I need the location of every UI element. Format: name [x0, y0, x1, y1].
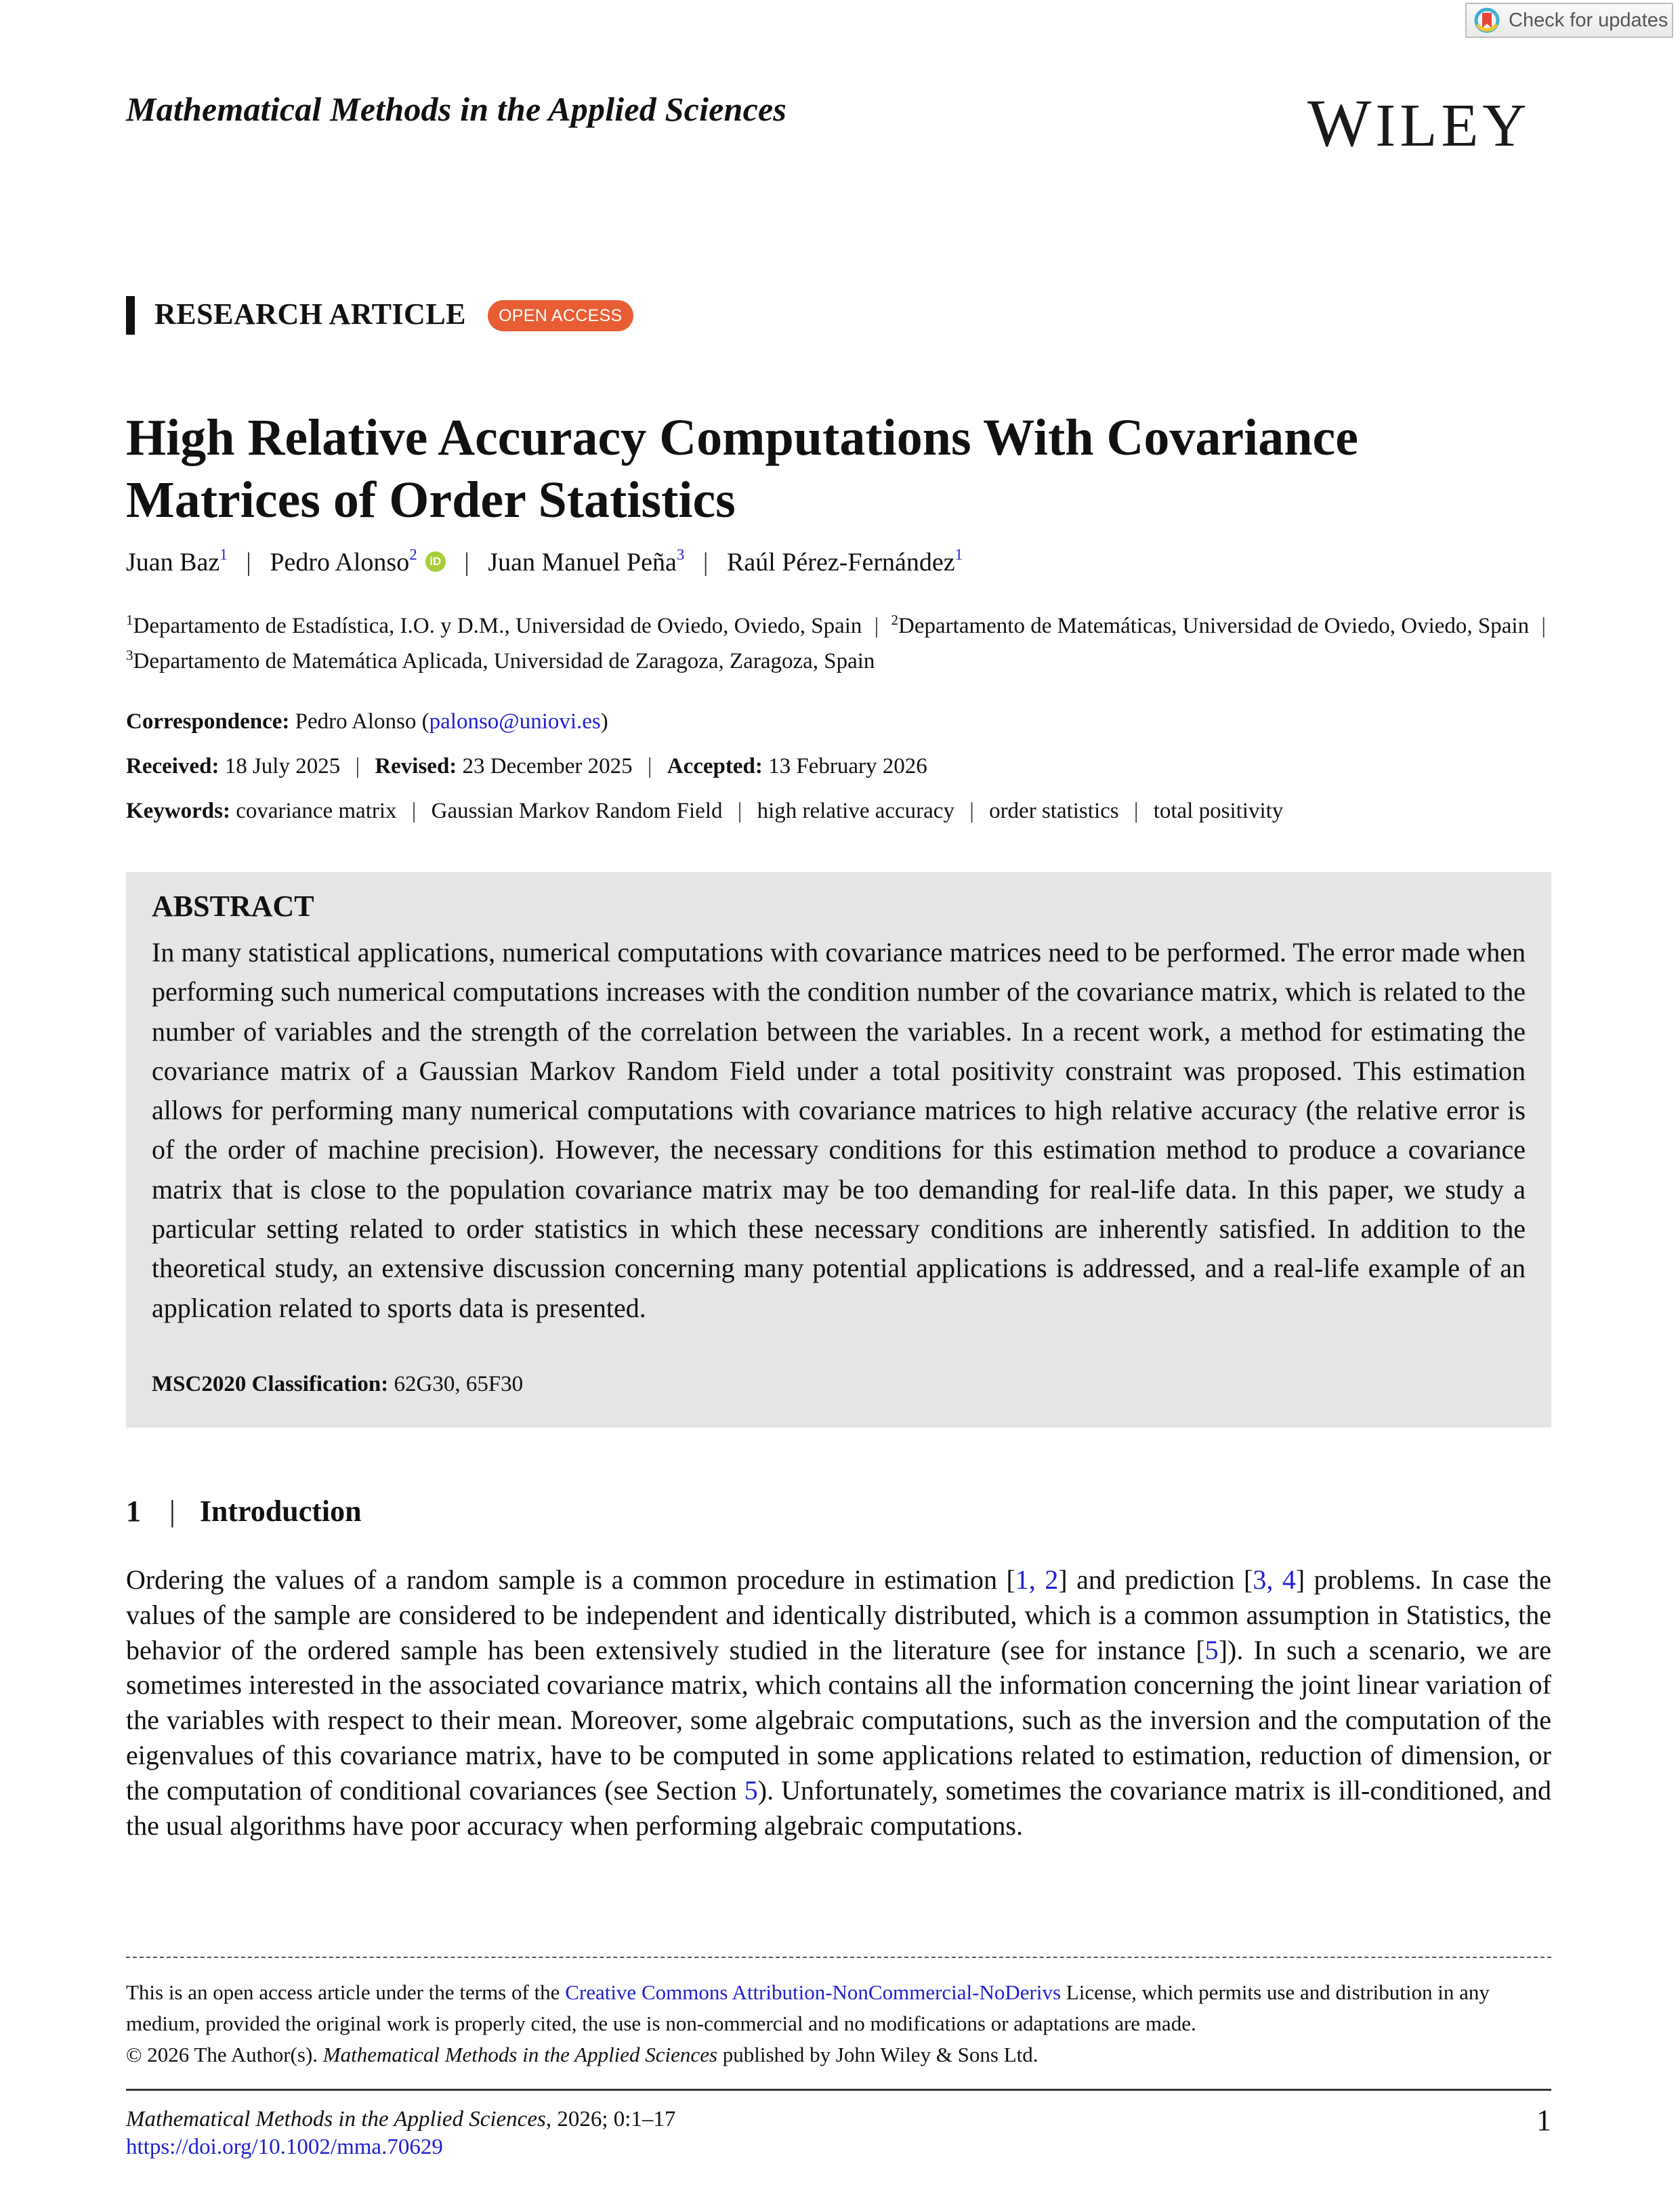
section-title: Introduction	[199, 1495, 362, 1528]
keyword: order statistics	[989, 799, 1119, 823]
revised-label: Revised:	[375, 754, 457, 778]
abstract-text: In many statistical applications, numerical computations with covariance matrices need to be performed. The error made when performing such numerical computations increases with the condition number of the covariance matrix, which is related to the number of variables and the strength of the correlation between the variables. In a recent work, a method for estimating the covariance matrix of a Gaussian Markov Random Field under a total positivity constraint was proposed. This estimation allows for performing many numerical computations with covariance matrices to high relative accuracy (the relative error is of the order of machine precision). However, the necessary conditions for this estimation method to produce a covariance matrix that is close to the population covariance matrix may be too demanding for real-life data. In this paper, we study a particular setting related to order statistics in which these necessary conditions are inherently satisfied. In addition to the theoretical study, an extensive discussion concerning many potential applications is addressed, and a real-life example of an application related to sports data is presented.	[152, 937, 1526, 1323]
affiliation-text: Departamento de Matemáticas, Universidad de Oviedo, Oviedo, Spain	[898, 614, 1530, 638]
keywords	[126, 799, 1283, 824]
text: ). In such a scenario, we are sometimes interested in the associated covariance matrix, which contains all the information concerning the joint linear variation of the variables with respect to their mean. Moreover, some algebraic computations, such as the inversion and the computation of the eigenvalues of this covariance matrix, have to be computed in some applications related to estimation, reduction of dimension, or the computation of conditional covariances (see Section	[126, 1634, 1552, 1806]
footer-volume: , 2026; 0:1–17	[545, 2107, 676, 2131]
license-notice	[126, 1977, 1551, 2070]
separator: |	[464, 548, 469, 577]
affiliation-text: Departamento de Estadística, I.O. y D.M., Universidad de Oviedo, Oviedo, Spain	[133, 614, 862, 638]
abstract-heading: ABSTRACT	[152, 890, 314, 923]
msc-classification	[152, 1372, 523, 1397]
author-name[interactable]: Juan Baz	[126, 548, 220, 577]
keyword: high relative accuracy	[757, 799, 954, 823]
article-title: High Relative Accuracy Computations With Covariance Matrices of Order Statistics	[126, 409, 1358, 528]
text: problems. In case the values of the sample are considered to be independent and identically distributed, which is a common assumption in Statistics, the behavior of the ordered sample has been extensively studied in the literature (see for instance	[126, 1564, 1552, 1665]
affil-ref[interactable]: 3	[676, 546, 685, 563]
article-dates	[126, 754, 927, 779]
keywords-label: Keywords:	[126, 799, 230, 823]
received-label: Received:	[126, 754, 219, 778]
affil-ref[interactable]: 1	[954, 546, 963, 563]
check-updates-label: Check for updates	[1509, 9, 1668, 31]
separator: |	[1541, 614, 1546, 638]
section-link[interactable]: 5	[744, 1774, 758, 1806]
citation-link[interactable]: 5	[1204, 1634, 1219, 1665]
affil-num: 2	[891, 612, 899, 628]
text: ). Unfortunately, sometimes the covariance matrix is ill-conditioned, and the usual algorithms have poor accuracy when performing algebraic computations.	[126, 1774, 1551, 1841]
copyright: published by John Wiley & Sons Ltd.	[717, 2043, 1038, 2066]
section-heading	[126, 1494, 362, 1528]
copyright-journal: Mathematical Methods in the Applied Sciences	[322, 2043, 718, 2066]
correspondence: Correspondence: Pedro Alonso (palonso@uniovi.es)	[126, 709, 608, 734]
email-link[interactable]: palonso@uniovi.es	[429, 709, 601, 734]
intro-paragraph: Ordering the values of a random sample is a common procedure in estimation [1, 2] and prediction [3, 4] problems. In case the values of the sample are considered to be independent and identically distributed, which is a common assumption in Statistics, the behavior of the ordered sample has been extensively studied in the literature (see for instance [5]). In such a scenario, we are sometimes interested in the associated covariance matrix, which contains all the information concerning the joint linear variation of the variables with respect to their mean. Moreover, some algebraic computations, such as the inversion and the computation of the eigenvalues of this covariance matrix, have to be computed in some applications related to estimation, reduction of dimension, or the computation of conditional covariances (see Section 5). Unfortunately, sometimes the covariance matrix is ill-conditioned, and the usual algorithms have poor accuracy when performing algebraic computations.	[126, 1564, 1552, 1841]
correspondence-name: Pedro Alonso	[295, 709, 417, 734]
check-updates-icon	[1473, 7, 1500, 34]
copyright: © 2026 The Author(s).	[126, 2043, 323, 2066]
msc-label: MSC2020 Classification:	[152, 1372, 389, 1396]
article-type-bar	[126, 296, 135, 335]
separator: |	[874, 614, 879, 638]
separator: |	[969, 799, 974, 823]
footer-journal: Mathematical Methods in the Applied Sciences	[126, 2107, 546, 2131]
keyword: covariance matrix	[236, 799, 397, 823]
affiliation-text: Departamento de Matemática Aplicada, Universidad de Zaragoza, Zaragoza, Spain	[133, 649, 875, 673]
affil-num: 3	[126, 647, 133, 663]
received-date: 18 July 2025	[224, 754, 341, 778]
text: This is an open access article under the terms of the	[126, 1980, 566, 2004]
revised-date: 23 December 2025	[462, 754, 633, 778]
separator: |	[647, 754, 652, 778]
author-name[interactable]: Pedro Alonso	[270, 548, 410, 577]
journal-name: Mathematical Methods in the Applied Sciences	[126, 90, 787, 128]
license-link[interactable]: Creative Commons Attribution-NonCommercial-NoDerivs	[565, 1980, 1062, 2004]
text: Ordering the values of a random sample is a common procedure in estimation	[126, 1564, 1007, 1595]
separator: |	[169, 1495, 175, 1528]
citation-link[interactable]: 1, 2	[1015, 1564, 1059, 1595]
section-number: 1	[126, 1495, 141, 1528]
accepted-date: 13 February 2026	[768, 754, 927, 778]
author-list	[126, 547, 963, 577]
open-access-badge: OPEN ACCESS	[488, 300, 633, 331]
correspondence-label: Correspondence:	[126, 709, 290, 734]
separator: |	[411, 799, 417, 823]
text: License, which permits use and distribution in any medium, provided the original work is properly cited, the use is non-commercial and no modifications or adaptations are made.	[126, 1980, 1490, 2035]
affil-num: 1	[126, 612, 133, 628]
separator: |	[355, 754, 360, 778]
author-name[interactable]: Juan Manuel Peña	[488, 548, 677, 577]
text: and prediction	[1067, 1564, 1244, 1595]
affiliations	[126, 608, 1562, 679]
keyword: total positivity	[1153, 799, 1284, 823]
check-for-updates-button[interactable]	[1465, 3, 1673, 38]
separator: |	[246, 548, 251, 577]
footer-citation	[126, 2107, 675, 2132]
separator: |	[702, 548, 709, 577]
divider	[126, 1957, 1551, 1958]
citation-link[interactable]: 3, 4	[1253, 1564, 1296, 1595]
separator: |	[737, 799, 742, 823]
orcid-icon[interactable]: iD	[425, 551, 446, 572]
separator: |	[1133, 799, 1139, 823]
affil-ref[interactable]: 1	[219, 546, 228, 563]
wiley-logo: WILEY	[1307, 85, 1531, 161]
footer-divider	[126, 2089, 1551, 2091]
accepted-label: Accepted:	[667, 754, 763, 778]
keyword: Gaussian Markov Random Field	[431, 799, 723, 823]
msc-codes: 62G30, 65F30	[394, 1372, 524, 1396]
page-number: 1	[1536, 2104, 1551, 2137]
doi-link[interactable]: https://doi.org/10.1002/mma.70629	[126, 2135, 443, 2159]
author-name[interactable]: Raúl Pérez-Fernández	[727, 548, 955, 577]
article-type-label: RESEARCH ARTICLE	[154, 297, 467, 331]
affil-ref[interactable]: 2	[409, 546, 417, 563]
